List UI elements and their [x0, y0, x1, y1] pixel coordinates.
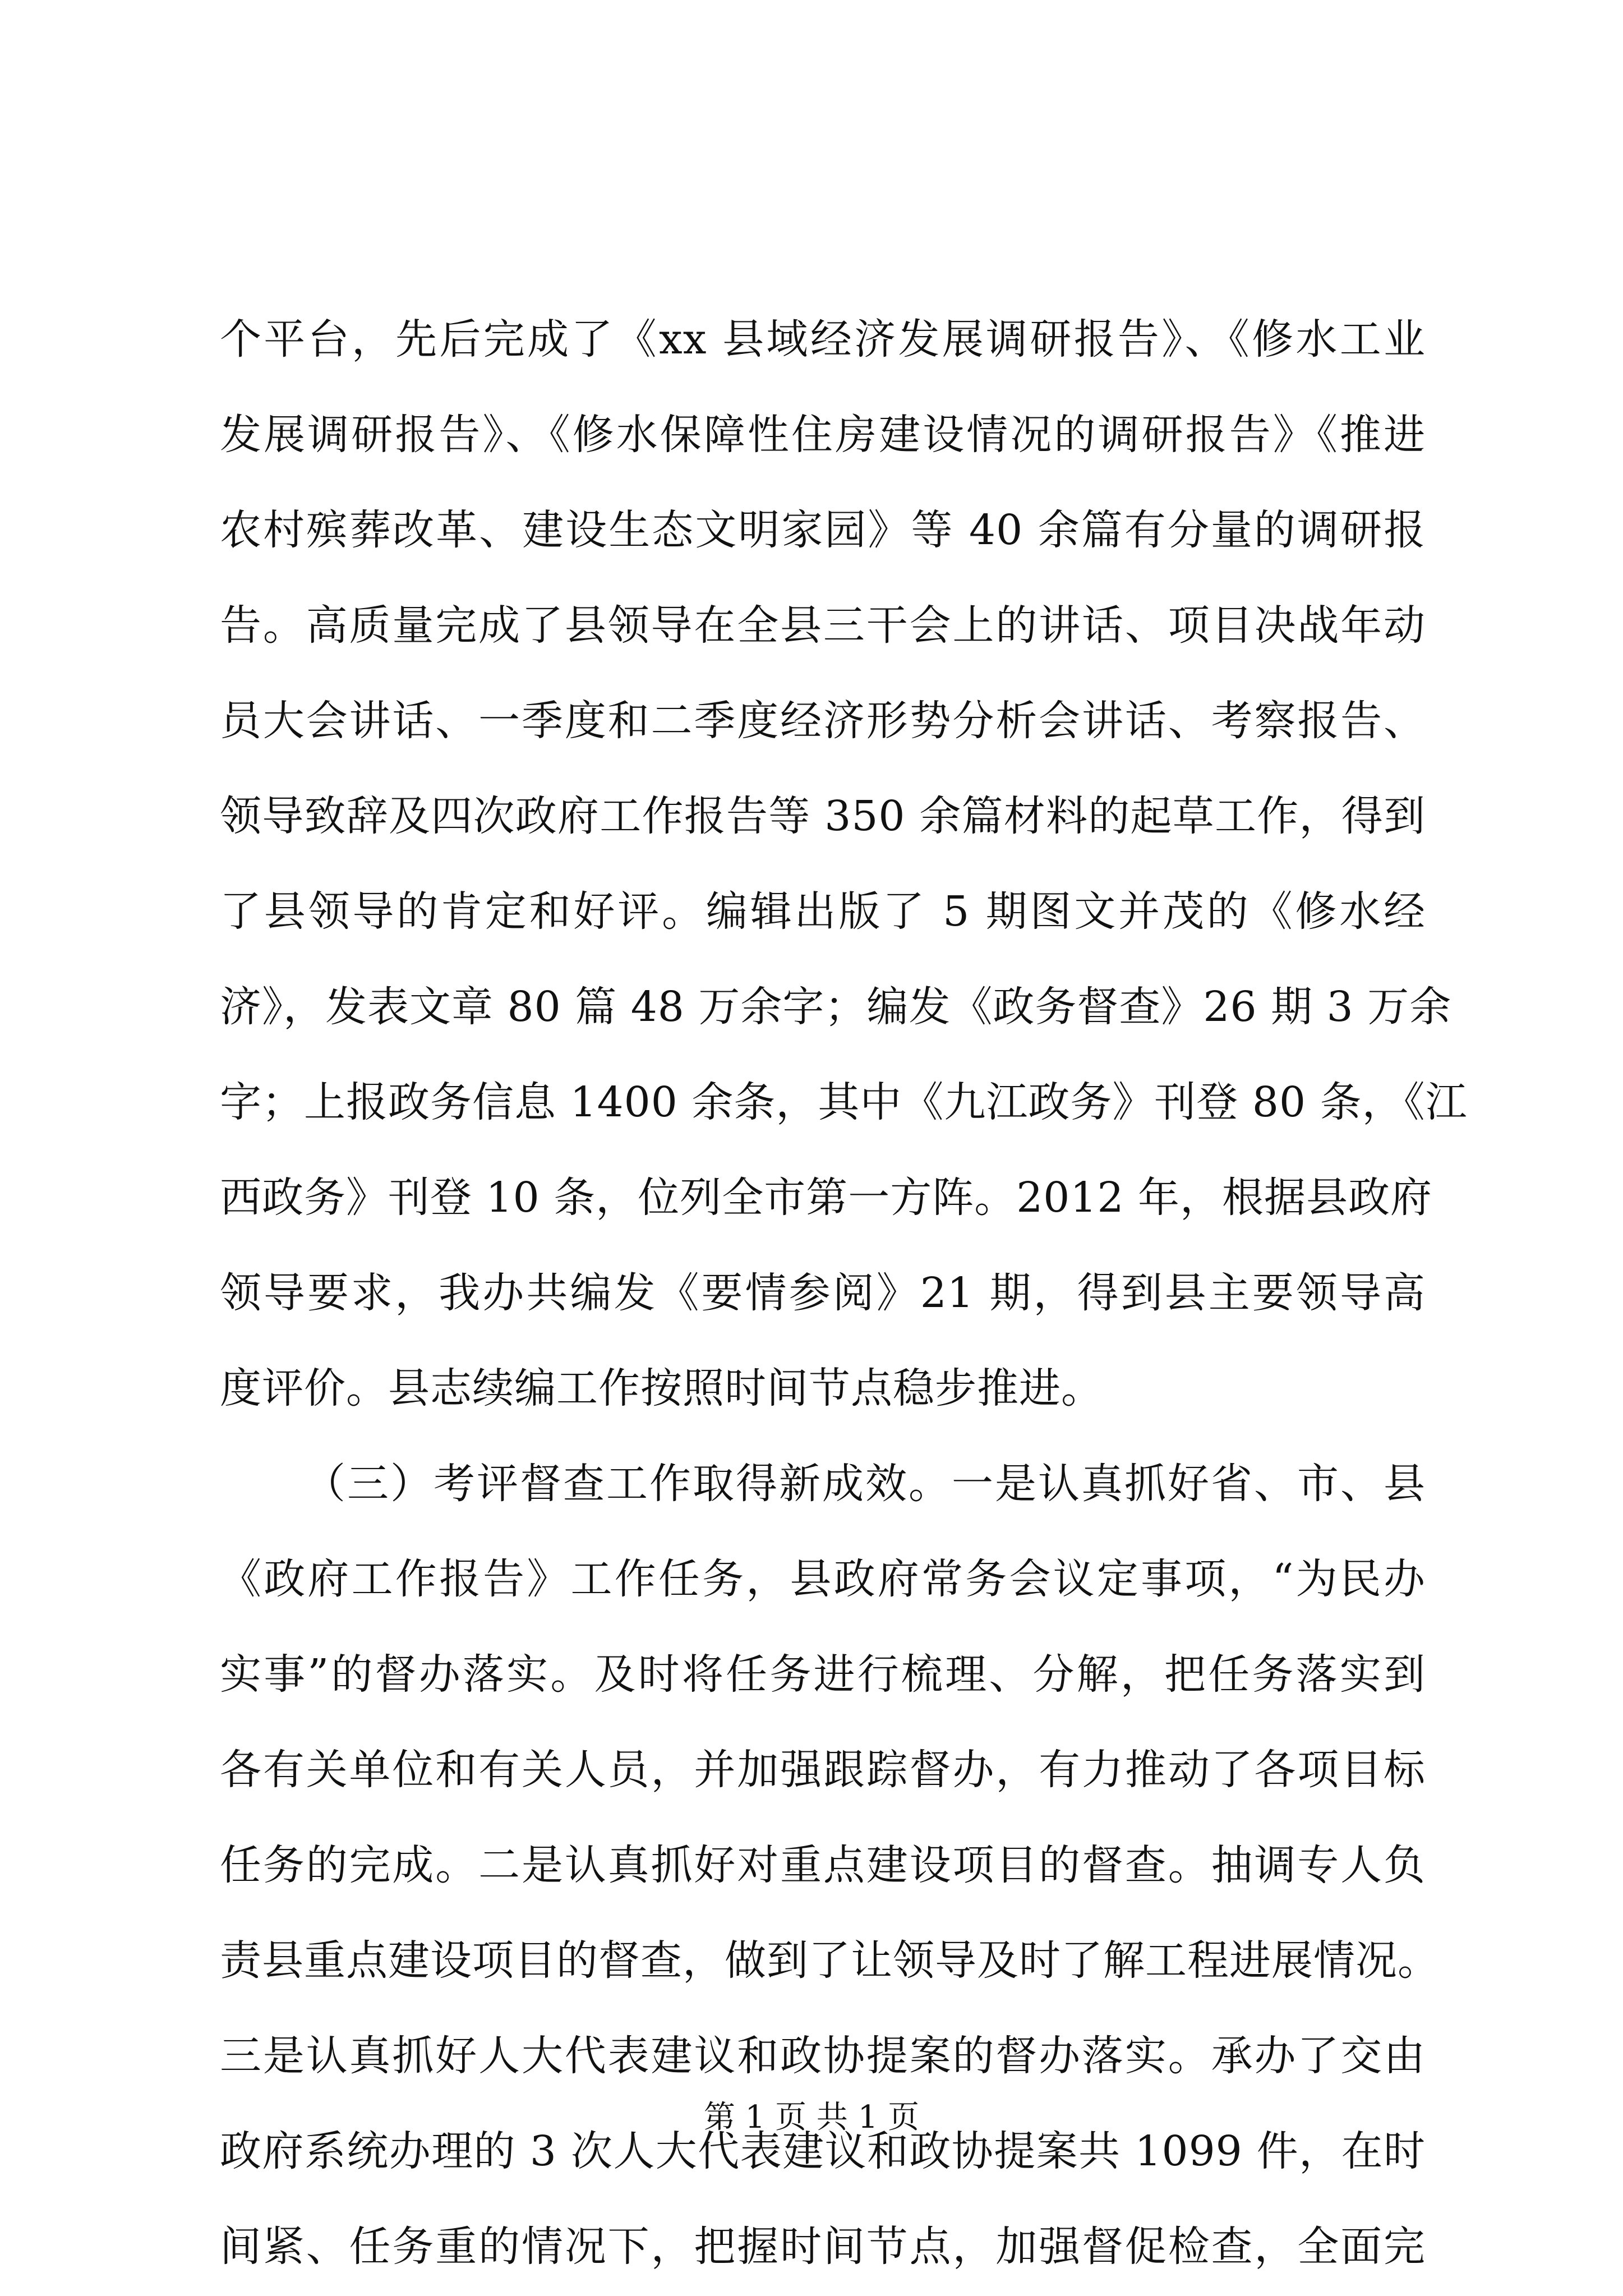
text-line: 三是认真抓好人大代表建议和政协提案的督办落实。承办了交由: [220, 2032, 1426, 2080]
text-line: 《政府工作报告》工作任务，县政府常务会议定事项，“为民办: [220, 1555, 1426, 1603]
text-line: 济》，发表文章 80 篇 48 万余字；编发《政务督查》26 期 3 万余: [220, 983, 1452, 1031]
text-line: 告。高质量完成了县领导在全县三干会上的讲话、项目决战年动: [220, 601, 1426, 650]
text-line: 西政务》刊登 10 条，位列全市第一方阵。2012 年，根据县政府: [220, 1174, 1433, 1222]
text-line: 政府系统办理的 3 次人大代表建议和政协提案共 1099 件，在时: [220, 2127, 1426, 2175]
text-line: 各有关单位和有关人员，并加强跟踪督办，有力推动了各项目标: [220, 1746, 1426, 1794]
text-line: 度评价。县志续编工作按照时间节点稳步推进。: [220, 1364, 1103, 1412]
text-line: 任务的完成。二是认真抓好对重点建设项目的督查。抽调专人负: [220, 1841, 1426, 1889]
text-line: 个平台，先后完成了《xx 县域经济发展调研报告》、《修水工业: [220, 315, 1426, 364]
page-footer: 第 1 页 共 1 页: [703, 2099, 920, 2136]
section-heading-line: （三）考评督查工作取得新成效。一是认真抓好省、市、县: [304, 1460, 1426, 1508]
text-line: 实事”的督办落实。及时将任务进行梳理、分解，把任务落实到: [220, 1650, 1426, 1699]
document-body: [220, 292, 1468, 2294]
text-line: 字；上报政务信息 1400 余条，其中《九江政务》刊登 80 条，《江: [220, 1078, 1468, 1126]
text-line: 农村殡葬改革、建设生态文明家园》等 40 余篇有分量的调研报: [220, 506, 1426, 554]
text-line: 领导致辞及四次政府工作报告等 350 余篇材料的起草工作，得到: [220, 792, 1426, 840]
text-line: 领导要求，我办共编发《要情参阅》21 期，得到县主要领导高: [220, 1269, 1426, 1317]
text-line: 员大会讲话、一季度和二季度经济形势分析会讲话、考察报告、: [220, 697, 1426, 745]
text-line: 发展调研报告》、《修水保障性住房建设情况的调研报告》《推进: [220, 411, 1426, 459]
text-line: 了县领导的肯定和好评。编辑出版了 5 期图文并茂的《修水经: [220, 887, 1426, 936]
text-line: 间紧、任务重的情况下，把握时间节点，加强督促检查，全面完: [220, 2223, 1426, 2271]
text-line: 责县重点建设项目的督查，做到了让领导及时了解工程进展情况。: [220, 1936, 1440, 1985]
